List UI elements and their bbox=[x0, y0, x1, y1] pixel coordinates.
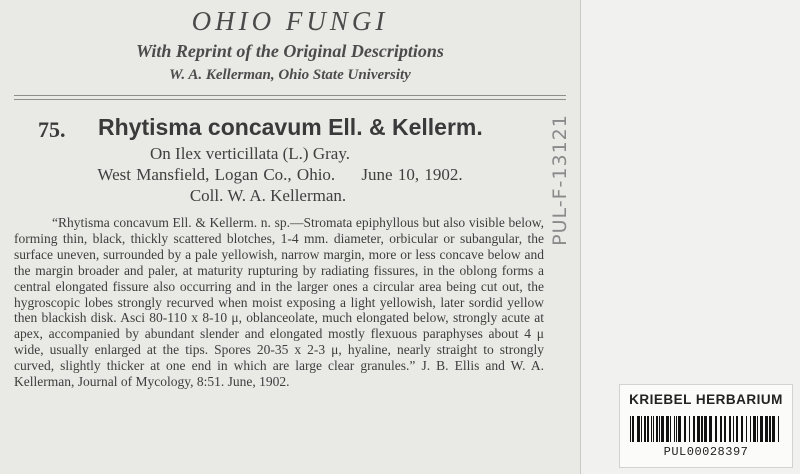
collection-locality: West Mansfield, Logan Co., Ohio. June 10, 1902. bbox=[97, 165, 463, 184]
herbarium-name: KRIEBEL HERBARIUM bbox=[629, 392, 783, 407]
herbarium-label bbox=[619, 384, 793, 468]
label-title: OHIO FUNGI bbox=[191, 6, 389, 36]
label-author: W. A. Kellerman, Ohio State University bbox=[169, 67, 411, 83]
annotation-text: PUL-F-13121 bbox=[549, 114, 571, 246]
host-plant: On Ilex verticillata (L.) Gray. bbox=[150, 144, 350, 163]
species-name: Rhytisma concavum Ell. & Kellerm. bbox=[98, 114, 483, 140]
barcode-number: PUL00028397 bbox=[663, 445, 749, 459]
divider-line bbox=[14, 99, 566, 100]
divider-line bbox=[14, 95, 566, 96]
original-description bbox=[14, 215, 544, 390]
description-text: “Rhytisma concavum Ell. & Kellerm. n. sp.—Stromata epiphyllous but also visible below, forming thin, black, thickly scattered blotches, 1-4 mm. diameter, orbicular or subangular, the surface uneven, surrounded by a pale yellowish, narrow margin, more or less concave below and the margin broader and paler, at maturity rupturing by radiating fissures, in the oblong forms a central elongated fissure also occurring and in the larger ones a circular area being cut out, the hygroscopic lobes strongly recurved when moist exposing a light yellowish, later sordid yellow then blackish disk. Asci 80-110 x 8-10 μ, oblanceolate, much elongated below, strongly acute at apex, accompanied by abundant slender and elongated mostly flexuous paraphyses about 4 μ wide, usually enlarged at the tips. Spores 20-35 x 2-3 μ, hyaline, nearly straight to strongly curved, slightly thicker at one end in which are large clear granules.” J. B. Ellis and W. A. Kellerman, Journal of Mycology, 8:51. June, 1902. bbox=[14, 215, 544, 390]
collector: Coll. W. A. Kellerman. bbox=[189, 186, 347, 205]
pencil-annotation bbox=[545, 105, 575, 255]
specimen-number: 75. bbox=[38, 117, 66, 142]
label-subtitle: With Reprint of the Original Descriptions bbox=[136, 41, 444, 61]
barcode-image bbox=[628, 416, 784, 442]
